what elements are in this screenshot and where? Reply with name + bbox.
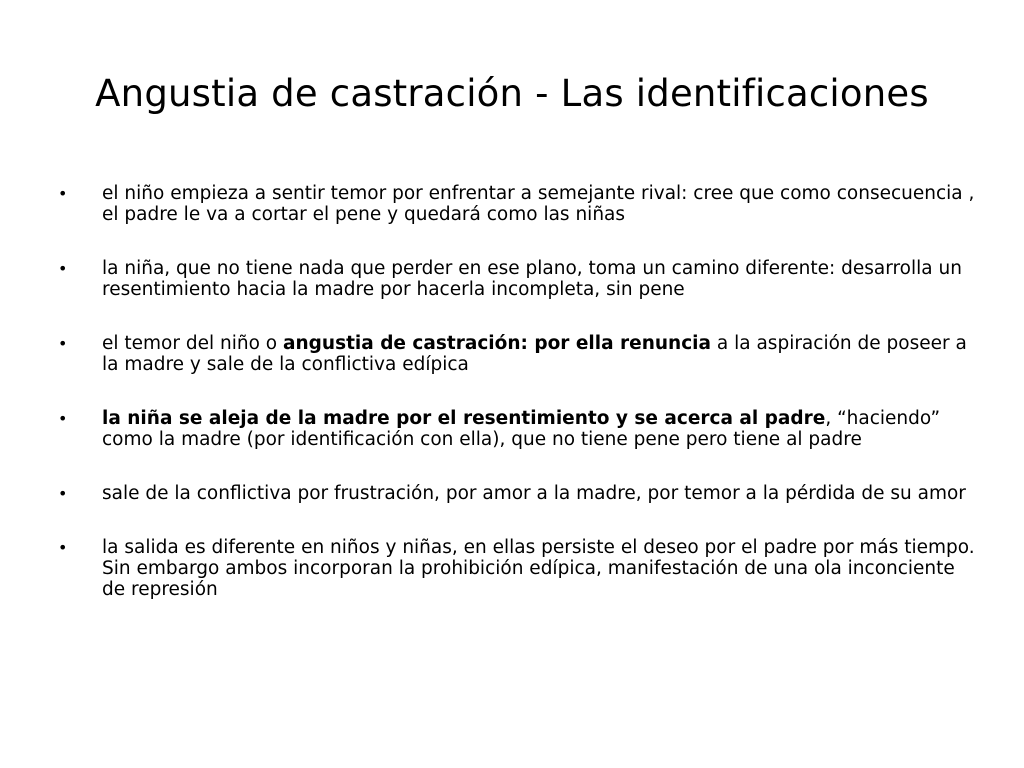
bullet-list bbox=[58, 183, 978, 633]
bullet-text bbox=[102, 537, 975, 600]
bullet-emphasis: angustia de castración: por ella renuncia bbox=[283, 333, 712, 354]
bullet-segment: la salida es diferente en niños y niñas, en ellas persiste el deseo por el padre por más tiempo. Sin embargo ambos incorporan la prohibición edípica, manifestación de una ola inconciente de represión bbox=[102, 537, 975, 600]
bullet-text bbox=[102, 258, 962, 300]
bullet-segment: el niño empieza a sentir temor por enfrentar a semejante rival: cree que como consecuencia , el padre le va a cortar el pene y quedará como las niñas bbox=[102, 183, 975, 225]
bullet-segment: el temor del niño o bbox=[102, 333, 283, 354]
bullet-item bbox=[58, 483, 978, 504]
bullet-segment: sale de la conflictiva por frustración, por amor a la madre, por temor a la pérdida de su amor bbox=[102, 483, 966, 504]
bullet-dot-icon: • bbox=[58, 484, 68, 503]
bullet-text bbox=[102, 333, 967, 375]
bullet-dot-icon: • bbox=[58, 334, 68, 353]
slide-title: Angustia de castración - Las identificaciones bbox=[95, 72, 929, 115]
bullet-item bbox=[58, 537, 978, 600]
bullet-text bbox=[102, 183, 974, 225]
bullet-item bbox=[58, 258, 978, 300]
bullet-dot-icon: • bbox=[58, 538, 68, 557]
bullet-segment: a la aspiración de poseer a la madre y sale de la conflictiva edípica bbox=[102, 333, 967, 375]
bullet-dot-icon: • bbox=[58, 184, 68, 203]
bullet-item bbox=[58, 183, 978, 225]
bullet-text bbox=[102, 408, 940, 450]
bullet-segment: , “haciendo” como la madre (por identificación con ella), que no tiene pene pero tiene al padre bbox=[102, 408, 941, 450]
bullet-dot-icon: • bbox=[58, 259, 68, 278]
bullet-segment: la niña, que no tiene nada que perder en ese plano, toma un camino diferente: desarrolla un resentimiento hacia la madre por hacerla incompleta, sin pene bbox=[102, 258, 962, 300]
bullet-emphasis: la niña se aleja de la madre por el resentimiento y se acerca al padre bbox=[102, 408, 826, 429]
bullet-text bbox=[102, 483, 966, 504]
bullet-item bbox=[58, 333, 978, 375]
bullet-item bbox=[58, 408, 978, 450]
bullet-dot-icon: • bbox=[58, 409, 68, 428]
